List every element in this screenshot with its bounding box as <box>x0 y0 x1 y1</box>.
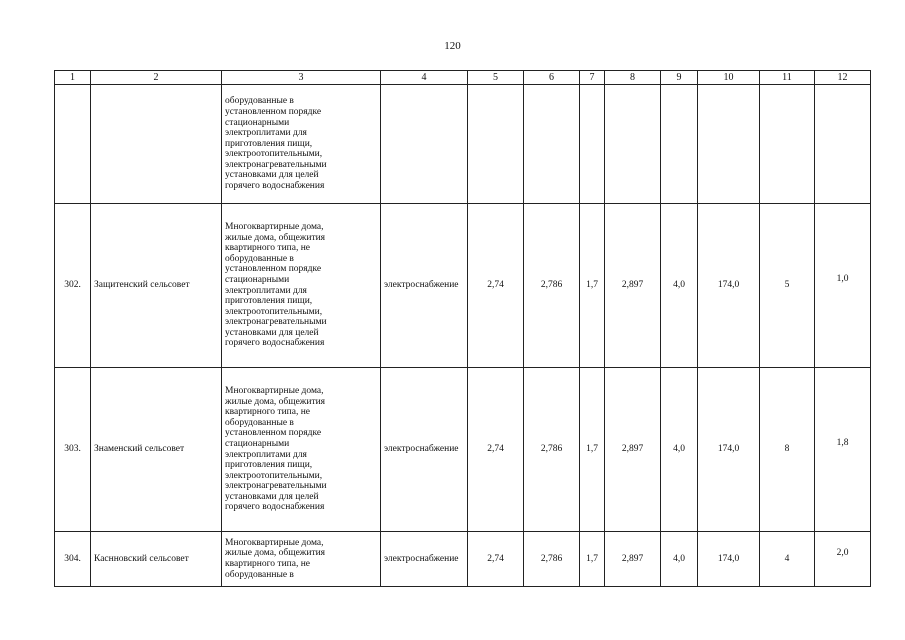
value-col-7: 1,7 <box>580 204 605 368</box>
value-col-12-text: 2,0 <box>836 547 849 558</box>
tariff-table <box>54 70 871 587</box>
value-col-8: 2,897 <box>605 368 661 532</box>
value-col-8: 2,897 <box>605 204 661 368</box>
value-col-8: 2,897 <box>605 532 661 587</box>
header-cell: 6 <box>524 71 580 85</box>
header-row <box>55 71 871 85</box>
value-col-9: 4,0 <box>661 368 698 532</box>
value-col-9 <box>661 85 698 204</box>
housing-description: Многоквартирные дома, жилые дома, общежития квартирного типа, не оборудованные в <box>222 532 381 587</box>
value-col-10: 174,0 <box>698 532 760 587</box>
service-type: электроснабжение <box>381 368 468 532</box>
value-col-11: 4 <box>760 532 815 587</box>
value-col-7: 1,7 <box>580 532 605 587</box>
header-cell: 3 <box>222 71 381 85</box>
row-number: 302. <box>55 204 91 368</box>
municipality-name: Знаменский сельсовет <box>91 368 222 532</box>
value-col-6 <box>524 85 580 204</box>
housing-description: Многоквартирные дома, жилые дома, общежития квартирного типа, не оборудованные в установленном порядке стационарными электроплитами для приготовления пищи, электроотопительными, электронагревательными установками для целей горячего водоснабжения <box>222 204 381 368</box>
header-cell: 7 <box>580 71 605 85</box>
row-number <box>55 85 91 204</box>
header-cell: 9 <box>661 71 698 85</box>
value-col-5: 2,74 <box>468 368 524 532</box>
value-col-5: 2,74 <box>468 204 524 368</box>
value-col-10 <box>698 85 760 204</box>
service-type: электроснабжение <box>381 204 468 368</box>
value-col-12-text: 1,8 <box>836 438 849 449</box>
value-col-12 <box>815 204 871 368</box>
table-row <box>55 85 871 204</box>
value-col-6: 2,786 <box>524 204 580 368</box>
row-number: 304. <box>55 532 91 587</box>
header-cell: 8 <box>605 71 661 85</box>
value-col-7 <box>580 85 605 204</box>
table-row <box>55 532 871 587</box>
municipality-name: Каснновский сельсовет <box>91 532 222 587</box>
value-col-5: 2,74 <box>468 532 524 587</box>
row-number: 303. <box>55 368 91 532</box>
table-row <box>55 204 871 368</box>
value-col-10: 174,0 <box>698 368 760 532</box>
value-col-11 <box>760 85 815 204</box>
housing-description: Многоквартирные дома, жилые дома, общежития квартирного типа, не оборудованные в установленном порядке стационарными электроплитами для приготовления пищи, электроотопительными, электронагревательными установками для целей горячего водоснабжения <box>222 368 381 532</box>
value-col-9: 4,0 <box>661 204 698 368</box>
header-cell: 10 <box>698 71 760 85</box>
header-cell: 12 <box>815 71 871 85</box>
page-number: 120 <box>444 40 461 52</box>
service-type <box>381 85 468 204</box>
value-col-8 <box>605 85 661 204</box>
header-cell: 1 <box>55 71 91 85</box>
value-col-12 <box>815 85 871 204</box>
value-col-12 <box>815 532 871 587</box>
housing-description: оборудованные в установленном порядке стационарными электроплитами для приготовления пищи, электроотопительными, электронагревательными установками для целей горячего водоснабжения <box>222 85 381 204</box>
header-cell: 2 <box>91 71 222 85</box>
value-col-12-text: 1,0 <box>836 274 849 285</box>
municipality-name: Защитенский сельсовет <box>91 204 222 368</box>
value-col-12 <box>815 368 871 532</box>
header-cell: 4 <box>381 71 468 85</box>
table-row <box>55 368 871 532</box>
header-cell: 11 <box>760 71 815 85</box>
header-cell: 5 <box>468 71 524 85</box>
municipality-name <box>91 85 222 204</box>
value-col-6: 2,786 <box>524 532 580 587</box>
value-col-5 <box>468 85 524 204</box>
value-col-7: 1,7 <box>580 368 605 532</box>
value-col-11: 8 <box>760 368 815 532</box>
value-col-9: 4,0 <box>661 532 698 587</box>
value-col-6: 2,786 <box>524 368 580 532</box>
service-type: электроснабжение <box>381 532 468 587</box>
value-col-10: 174,0 <box>698 204 760 368</box>
value-col-11: 5 <box>760 204 815 368</box>
